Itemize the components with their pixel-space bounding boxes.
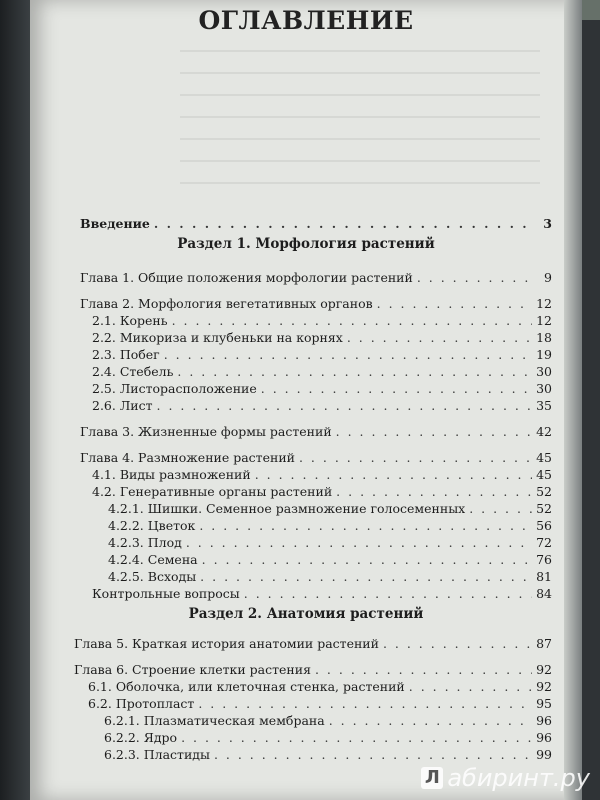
toc-entry xyxy=(88,679,552,694)
toc-entry-label: 6.2. Протопласт xyxy=(88,696,195,711)
toc-entry-label: Глава 1. Общие положения морфологии растений xyxy=(80,270,413,285)
toc-entry-page: 76 xyxy=(536,552,552,567)
leader-dots xyxy=(177,364,532,379)
leader-dots xyxy=(336,424,532,439)
toc-entry-page: 30 xyxy=(536,364,552,379)
toc-entry-page: 42 xyxy=(536,424,552,439)
toc-entry-page: 56 xyxy=(536,518,552,533)
toc-entry-page: 84 xyxy=(536,586,552,601)
leader-dots xyxy=(186,535,532,550)
toc-entry-page: 96 xyxy=(536,713,552,728)
leader-dots xyxy=(383,636,532,651)
toc-entry xyxy=(92,586,552,601)
leader-dots xyxy=(299,450,532,465)
leader-dots xyxy=(154,216,534,231)
toc-entry xyxy=(104,730,552,745)
toc-entry-label: 6.2.2. Ядро xyxy=(104,730,178,745)
toc-entry xyxy=(104,713,552,728)
toc-entry xyxy=(92,467,552,482)
leader-dots xyxy=(181,730,532,745)
leader-dots xyxy=(198,696,532,711)
toc-entry-page: 45 xyxy=(536,467,552,482)
toc-entry xyxy=(92,313,552,328)
toc-entry-label: 2.6. Лист xyxy=(92,398,153,413)
toc-entry-page: 81 xyxy=(536,569,552,584)
toc-entry-page: 92 xyxy=(536,679,552,694)
leader-dots xyxy=(329,713,532,728)
leader-dots xyxy=(200,569,532,584)
toc-entry xyxy=(92,364,552,379)
toc-entry-label: 2.5. Листорасположение xyxy=(92,381,257,396)
toc-entry xyxy=(88,696,552,711)
toc-entry-page: 30 xyxy=(536,381,552,396)
toc-entry-label: Контрольные вопросы xyxy=(92,586,240,601)
toc-entry-page: 9 xyxy=(544,270,552,285)
toc-entry xyxy=(80,296,552,311)
leader-dots xyxy=(172,313,533,328)
watermark-logo xyxy=(421,764,590,792)
toc-entry-label: 2.2. Микориза и клубеньки на корнях xyxy=(92,330,343,345)
toc-entry xyxy=(80,424,552,439)
toc-entry-page: 72 xyxy=(536,535,552,550)
section-heading-1: Раздел 1. Морфология растений xyxy=(177,236,435,252)
book-cover-edge xyxy=(0,0,30,800)
watermark-text: абиринт.ру xyxy=(447,764,590,792)
leader-dots xyxy=(261,381,532,396)
book-page xyxy=(30,0,582,800)
toc-entry-label: 2.3. Побег xyxy=(92,347,160,362)
toc-entry xyxy=(104,747,552,762)
toc-entry-label: Глава 4. Размножение растений xyxy=(80,450,295,465)
toc-entry xyxy=(92,330,552,345)
toc-entry-label: Глава 3. Жизненные формы растений xyxy=(80,424,332,439)
leader-dots xyxy=(255,467,532,482)
leader-dots xyxy=(469,501,532,516)
toc-entry-page: 95 xyxy=(536,696,552,711)
toc-entry-label: 2.1. Корень xyxy=(92,313,168,328)
toc-entry-label: 6.2.3. Пластиды xyxy=(104,747,210,762)
toc-entry-label: 2.4. Стебель xyxy=(92,364,174,379)
toc-entry xyxy=(92,347,552,362)
toc-entry xyxy=(108,501,552,516)
toc-entry xyxy=(108,518,552,533)
leader-dots xyxy=(164,347,532,362)
toc-entry xyxy=(92,484,552,499)
toc-entry xyxy=(92,398,552,413)
toc-entry-label: 4.2.1. Шишки. Семенное размножение голосеменных xyxy=(108,501,466,516)
toc-entry xyxy=(80,450,552,465)
leader-dots xyxy=(244,586,532,601)
toc-entry-label: 4.2.5. Всходы xyxy=(108,569,197,584)
leader-dots xyxy=(157,398,533,413)
toc-entry-label: Введение xyxy=(80,216,150,231)
toc-entry-page: 3 xyxy=(543,216,552,231)
toc-entry-page: 35 xyxy=(536,398,552,413)
section-heading-2: Раздел 2. Анатомия растений xyxy=(188,606,424,622)
toc-entry-page: 12 xyxy=(536,313,552,328)
toc-entry-label: 6.1. Оболочка, или клеточная стенка, растений xyxy=(88,679,405,694)
leader-dots xyxy=(377,296,532,311)
toc-entry xyxy=(74,636,552,651)
leader-dots xyxy=(336,484,532,499)
toc-entry xyxy=(80,270,552,285)
toc-entry-page: 92 xyxy=(536,662,552,677)
toc-entry-label: Глава 2. Морфология вегетативных органов xyxy=(80,296,373,311)
leader-dots xyxy=(409,679,532,694)
toc-entry-intro xyxy=(80,216,552,231)
toc-entry-label: 4.2.4. Семена xyxy=(108,552,198,567)
toc-entry-page: 96 xyxy=(536,730,552,745)
leader-dots xyxy=(347,330,532,345)
toc-entry xyxy=(108,569,552,584)
toc-entry-page: 99 xyxy=(536,747,552,762)
toc-entry-page: 18 xyxy=(536,330,552,345)
toc-entry xyxy=(108,535,552,550)
toc-entry-label: Глава 5. Краткая история анатомии растений xyxy=(74,636,379,651)
toc-entry-label: 6.2.1. Плазматическая мембрана xyxy=(104,713,325,728)
toc-entry-label: 4.2.2. Цветок xyxy=(108,518,196,533)
toc-entry-page: 12 xyxy=(536,296,552,311)
toc-entry xyxy=(74,662,552,677)
page-title: ОГЛАВЛЕНИЕ xyxy=(198,6,414,35)
toc-entry-page: 52 xyxy=(536,484,552,499)
leader-dots xyxy=(199,518,532,533)
table-of-contents xyxy=(30,0,582,800)
toc-entry-label: 4.2. Генеративные органы растений xyxy=(92,484,333,499)
toc-entry-label: Глава 6. Строение клетки растения xyxy=(74,662,311,677)
leader-dots xyxy=(202,552,532,567)
toc-entry-label: 4.1. Виды размножений xyxy=(92,467,251,482)
toc-entry xyxy=(92,381,552,396)
toc-entry xyxy=(108,552,552,567)
watermark-badge-icon: Л xyxy=(421,767,443,789)
toc-entry-page: 45 xyxy=(536,450,552,465)
leader-dots xyxy=(214,747,532,762)
toc-entry-page: 52 xyxy=(536,501,552,516)
leader-dots xyxy=(417,270,534,285)
toc-entry-label: 4.2.3. Плод xyxy=(108,535,182,550)
toc-entry-page: 87 xyxy=(536,636,552,651)
toc-entry-page: 19 xyxy=(536,347,552,362)
leader-dots xyxy=(315,662,532,677)
